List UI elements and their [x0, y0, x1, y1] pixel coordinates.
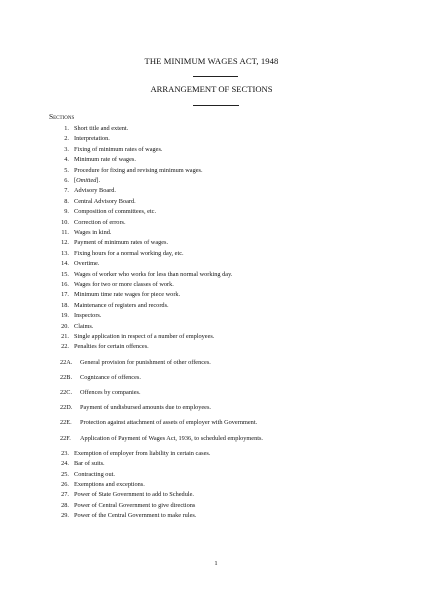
section-number: 22F. — [60, 434, 71, 442]
section-title: Wages for two or more classes of work. — [74, 281, 174, 288]
section-number: 11. — [61, 229, 69, 236]
section-number: 15. — [61, 270, 69, 278]
section-number: 19. — [61, 312, 69, 320]
section-number: 3. — [64, 145, 69, 153]
section-number: 24. — [61, 460, 69, 468]
section-title: Exemptions and exceptions. — [74, 481, 145, 488]
section-title: Wages in kind. — [74, 229, 112, 236]
section-title: Payment of undisbursed amounts due to employees. — [80, 404, 211, 412]
page-number: 1 — [214, 560, 218, 567]
section-number: 6. — [64, 177, 69, 184]
section-number: 22D. — [60, 404, 73, 412]
section-title: [Omitted]. — [74, 177, 101, 184]
section-number: 21. — [61, 333, 69, 340]
document-subtitle: ARRANGEMENT OF SECTIONS — [150, 84, 273, 94]
section-title: Contracting out. — [74, 470, 115, 478]
section-title: Fixing hours for a normal working day, etc. — [74, 249, 184, 257]
section-number: 2. — [64, 135, 69, 143]
section-number: 22E. — [60, 419, 72, 427]
section-title: Cognizance of offences. — [80, 373, 141, 381]
section-number: 13. — [61, 249, 69, 257]
section-number: 22B. — [60, 373, 73, 381]
section-number: 18. — [61, 301, 69, 309]
section-title: Maintenance of registers and records. — [74, 301, 169, 309]
section-number: 14. — [61, 260, 69, 268]
section-number: 27. — [61, 491, 69, 499]
section-title: Fixing of minimum rates of wages. — [74, 145, 163, 153]
section-number: 8. — [64, 197, 69, 205]
section-title: Exemption of employer from liability in certain cases. — [74, 449, 211, 457]
section-number: 26. — [61, 481, 69, 488]
section-title: Power of Central Government to give directions — [74, 501, 196, 509]
section-number: 10. — [61, 218, 69, 226]
section-title: Composition of committees, etc. — [74, 208, 157, 216]
section-title: Payment of minimum rates of wages. — [74, 239, 169, 247]
section-title: Short title and extent. — [74, 125, 129, 132]
section-number: 16. — [61, 281, 69, 288]
section-title: Single application in respect of a number of employees. — [74, 333, 215, 340]
document-title: THE MINIMUM WAGES ACT, 1948 — [144, 56, 279, 66]
section-number: 29. — [61, 512, 69, 520]
section-number: 5. — [64, 166, 69, 174]
section-title: Wages of worker who works for less than normal working day. — [74, 270, 233, 278]
section-title: Minimum rate of wages. — [74, 156, 136, 164]
section-number: 12. — [61, 239, 69, 247]
section-number: 25. — [61, 470, 69, 478]
section-number: 28. — [61, 501, 69, 509]
section-number: 1. — [64, 125, 69, 132]
section-title: Correction of errors. — [74, 218, 126, 226]
section-title: Minimum time rate wages for piece work. — [74, 291, 181, 299]
section-title: Overtime. — [74, 260, 100, 268]
sections-heading: Sections — [49, 112, 75, 121]
section-title: Penalties for certain offences. — [74, 343, 149, 351]
section-title: General provision for punishment of other offences. — [80, 358, 211, 366]
section-title: Protection against attachment of assets of employer with Government. — [80, 419, 258, 427]
title-divider — [193, 76, 238, 77]
section-title: Offences by companies. — [80, 389, 141, 396]
section-number: 22. — [61, 343, 69, 351]
section-title: Advisory Board. — [74, 187, 116, 195]
section-number: 22C. — [60, 389, 73, 396]
section-title: Central Advisory Board. — [74, 197, 136, 205]
section-title: Power of the Central Government to make rules. — [74, 512, 197, 520]
section-number: 22A. — [60, 358, 73, 366]
section-number: 9. — [64, 208, 69, 216]
section-number: 20. — [61, 322, 69, 330]
section-number: 23. — [61, 449, 69, 457]
section-title: Power of State Government to add to Schedule. — [74, 491, 194, 499]
section-title: Bar of suits. — [74, 460, 105, 468]
section-title: Procedure for fixing and revising minimum wages. — [74, 166, 203, 174]
subtitle-divider — [193, 105, 239, 106]
section-title: Application of Payment of Wages Act, 1936, to scheduled employments. — [80, 434, 264, 442]
section-number: 7. — [64, 187, 69, 195]
section-title: Inspectors. — [74, 312, 102, 320]
section-number: 4. — [64, 156, 69, 164]
section-title: Interpretation. — [74, 135, 110, 143]
section-title: Claims. — [74, 322, 94, 330]
section-number: 17. — [61, 291, 69, 299]
